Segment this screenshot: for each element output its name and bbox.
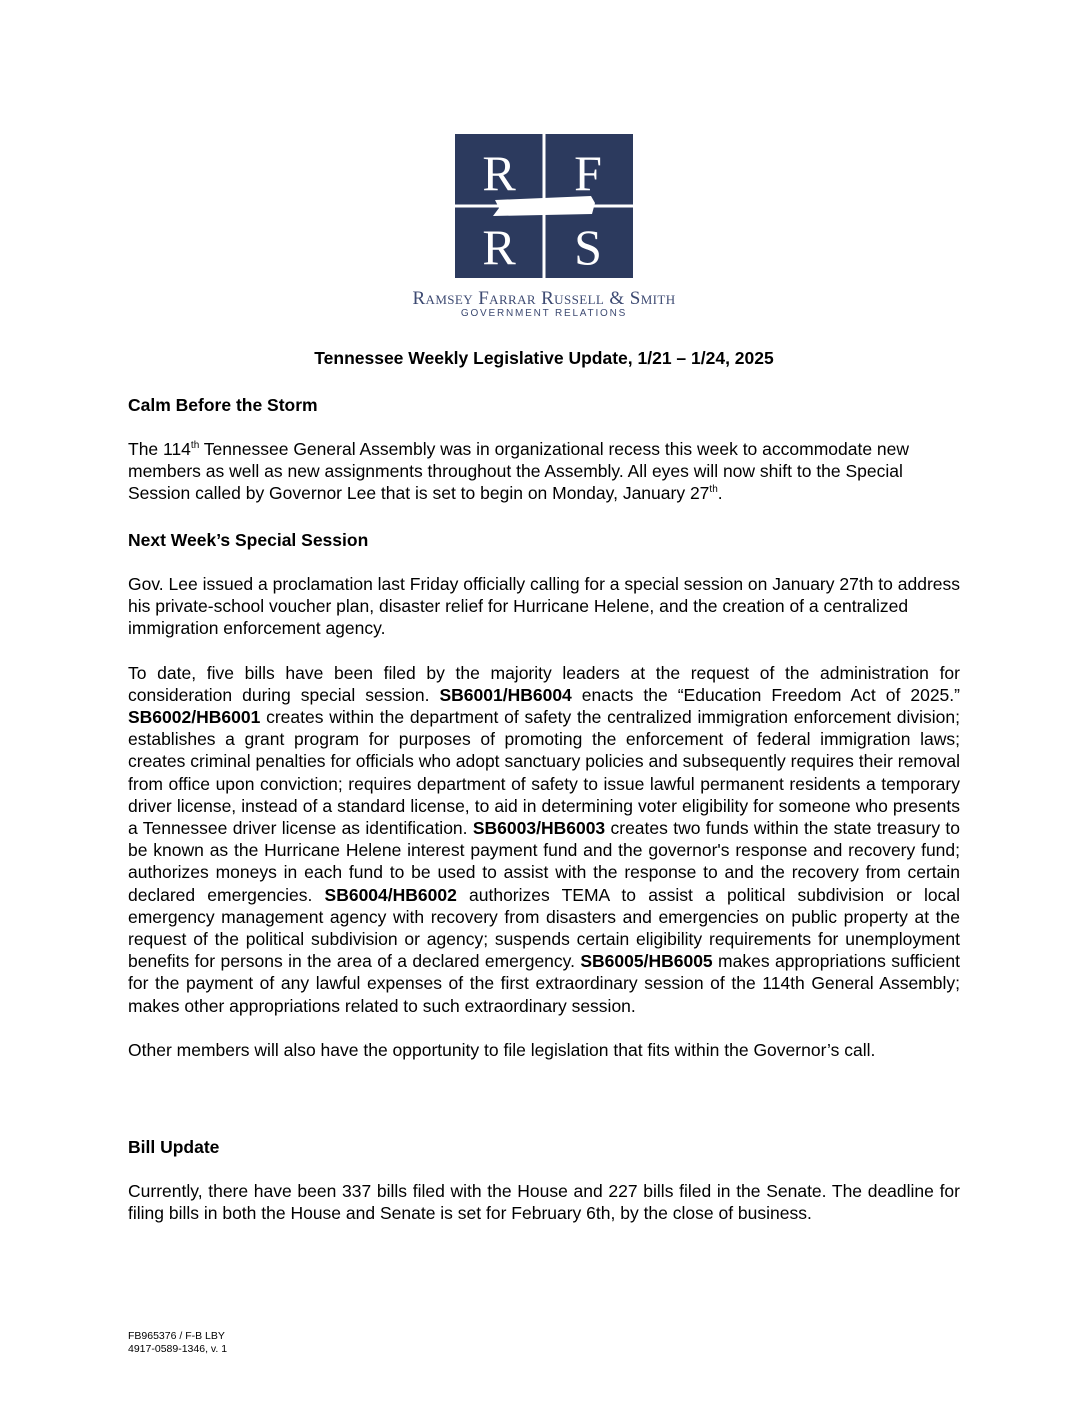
bill-number: SB6003/HB6003 — [472, 818, 606, 839]
bill-number: SB6001/HB6004 — [439, 684, 572, 705]
paragraph-bills: To date, five bills have been filed by the majority leaders at the request of the administration for consideration during special session. SB6001/HB6004 enacts the “Education Freedom Act of 2025.” SB6002/HB6001 creates within the department of safety the centralized immigration enforcement division; establishes a grant program for purposes of promoting the enforcement of federal immigration laws; creates criminal penalties for officials who adopt sanctuary policies and subsequently requires their removal from office upon conviction; requires department of safety to issue lawful permanent residents a temporary driver license, instead of a standard license, to aid in determining voter eligibility for someone who presents a Tennessee driver license as identification. SB6003/HB6003 creates two funds within the state treasury to be known as the Hurricane Helene interest payment fund and the governor's response and recovery fund; authorizes moneys in each fund to be used to assist with the response to and the recovery from certain declared emergencies. SB6004/HB6002 authorizes TEMA to assist a political subdivision or local emergency management agency with recovery from disasters and emergencies on public property at the request of the political subdivision or agency; suspends certain eligibility requirements for unemployment benefits for persons in the area of a declared emergency. SB6005/HB6005 makes appropriations sufficient for the payment of any lawful expenses of the first extraordinary session of the 114th General Assembly; makes other appropriations related to such extraordinary session. — [128, 662, 961, 1016]
section-heading: Calm Before the Storm — [128, 395, 318, 415]
section-heading: Next Week’s Special Session — [128, 530, 369, 550]
logo-letter-s: S — [574, 219, 602, 275]
firm-logo — [455, 134, 633, 278]
document-footer — [128, 1330, 227, 1356]
document-title: Tennessee Weekly Legislative Update, 1/21 – 1/24, 2025 — [314, 348, 774, 368]
section-special-session — [128, 529, 960, 1061]
footer-line: 4917-0589-1346, v. 1 — [128, 1343, 228, 1355]
bill-number: SB6004/HB6002 — [324, 884, 457, 905]
bill-number: SB6002/HB6001 — [128, 707, 261, 728]
firm-name: Ramsey Farrar Russell & Smith — [412, 288, 676, 309]
paragraph: Other members will also have the opportunity to file legislation that fits within the Governor’s call. — [128, 1039, 876, 1060]
paragraph: Gov. Lee issued a proclamation last Friday officially calling for a special session on January 27th to address his private-school voucher plan, disaster relief for Hurricane Helene, and the creation of a centralized immigration enforcement agency. — [128, 574, 961, 639]
logo-letter-r-top: R — [482, 145, 516, 201]
paragraph: Currently, there have been 337 bills filed with the House and 227 bills filed in the Senate. The deadline for filing bills in both the House and Senate is set for February 6th, by the close of business. — [128, 1181, 960, 1224]
paragraph: The 114th Tennessee General Assembly was in organizational recess this week to accommodate new members as well as new assignments throughout the Assembly. All eyes will now shift to the Special Session called by Governor Lee that is set to begin on Monday, January 27th. — [128, 439, 910, 504]
logo-letter-f: F — [574, 145, 602, 201]
section-bill-update — [128, 1136, 960, 1224]
section-calm — [128, 394, 960, 505]
section-heading: Bill Update — [128, 1137, 220, 1157]
footer-line: FB965376 / F-B LBY — [128, 1330, 225, 1342]
firm-subtitle: GOVERNMENT RELATIONS — [460, 308, 628, 319]
logo-letter-r-bottom: R — [482, 219, 516, 275]
bill-number: SB6005/HB6005 — [580, 951, 713, 972]
logo-grid — [455, 134, 633, 278]
